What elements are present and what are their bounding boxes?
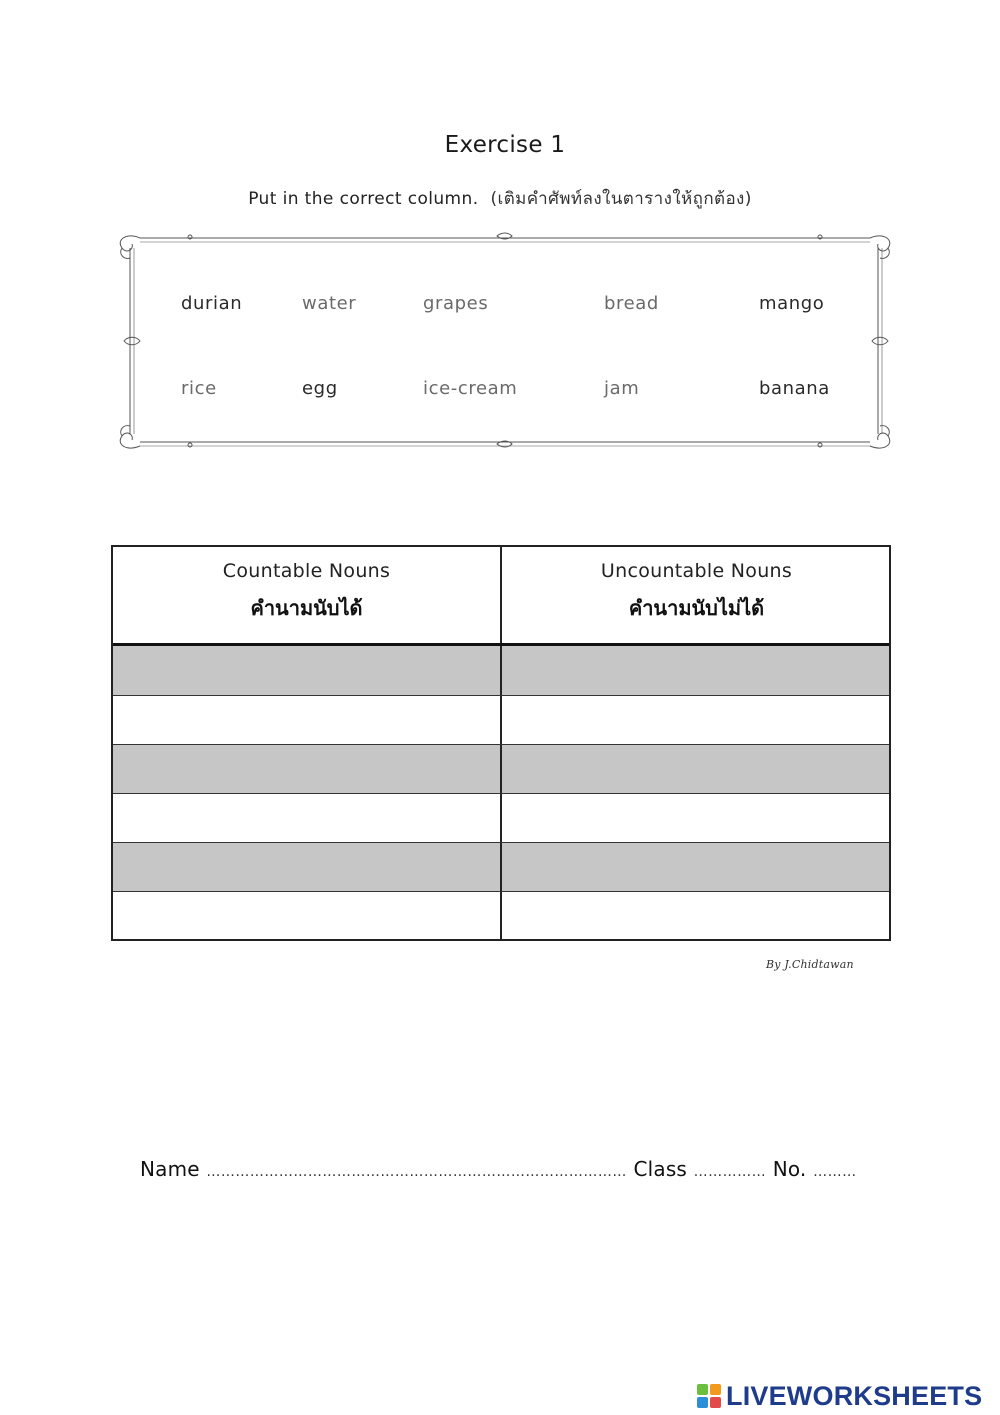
brand-name: LIVEWORKSHEETS [726, 1380, 983, 1411]
header-countable [113, 547, 502, 643]
word-bread: bread [604, 293, 659, 314]
instruction-english: Put in the correct column. [248, 189, 479, 209]
countable-answer-cell[interactable] [113, 843, 502, 891]
word-banana: banana [759, 378, 830, 399]
table-row [113, 695, 889, 744]
word-water: water [302, 293, 357, 314]
liveworksheets-brand [696, 1381, 982, 1411]
student-info-line [140, 1157, 857, 1181]
instruction-thai: (เติมคำศัพท์ลงในตารางให้ถูกต้อง) [490, 189, 752, 209]
author-credit: By J.Chidtawan [766, 958, 854, 971]
instruction [0, 185, 1000, 212]
table-row [113, 793, 889, 842]
header-uncountable-thai: คำนามนับไม่ได้ [628, 596, 765, 620]
header-countable-en: Countable Nouns [222, 560, 391, 582]
table-row [113, 646, 889, 695]
uncountable-answer-cell[interactable] [502, 843, 889, 891]
liveworksheets-logo-icon [696, 1383, 722, 1409]
word-mango: mango [759, 293, 825, 314]
word-ice-cream: ice-cream [423, 378, 518, 399]
countable-answer-cell[interactable] [113, 646, 502, 695]
table-row [113, 744, 889, 793]
word-egg: egg [302, 378, 338, 399]
word-durian: durian [181, 293, 243, 314]
countable-answer-cell[interactable] [113, 794, 502, 842]
ornamental-border-icon [112, 228, 898, 456]
header-uncountable-en: Uncountable Nouns [600, 560, 793, 582]
header-uncountable [502, 547, 891, 643]
uncountable-answer-cell[interactable] [502, 794, 889, 842]
uncountable-answer-cell[interactable] [502, 745, 889, 793]
table-row [113, 842, 889, 891]
header-countable-thai: คำนามนับได้ [250, 596, 363, 620]
table-row [113, 891, 889, 939]
number-label: No. [772, 1157, 807, 1181]
noun-sorting-table [111, 545, 891, 941]
word-bank-frame [112, 228, 898, 456]
uncountable-answer-cell[interactable] [502, 696, 889, 744]
class-label: Class [633, 1157, 688, 1181]
name-field[interactable]: …………………………………………………………………………… [206, 1164, 627, 1180]
uncountable-answer-cell[interactable] [502, 646, 889, 695]
countable-answer-cell[interactable] [113, 892, 502, 939]
word-jam: jam [604, 378, 640, 399]
name-label: Name [140, 1157, 200, 1181]
word-grapes: grapes [423, 293, 489, 314]
countable-answer-cell[interactable] [113, 696, 502, 744]
countable-answer-cell[interactable] [113, 745, 502, 793]
exercise-title: Exercise 1 [444, 132, 566, 158]
class-field[interactable]: …………… [693, 1164, 767, 1180]
number-field[interactable]: ……… [813, 1164, 857, 1180]
word-rice: rice [181, 378, 217, 399]
uncountable-answer-cell[interactable] [502, 892, 889, 939]
